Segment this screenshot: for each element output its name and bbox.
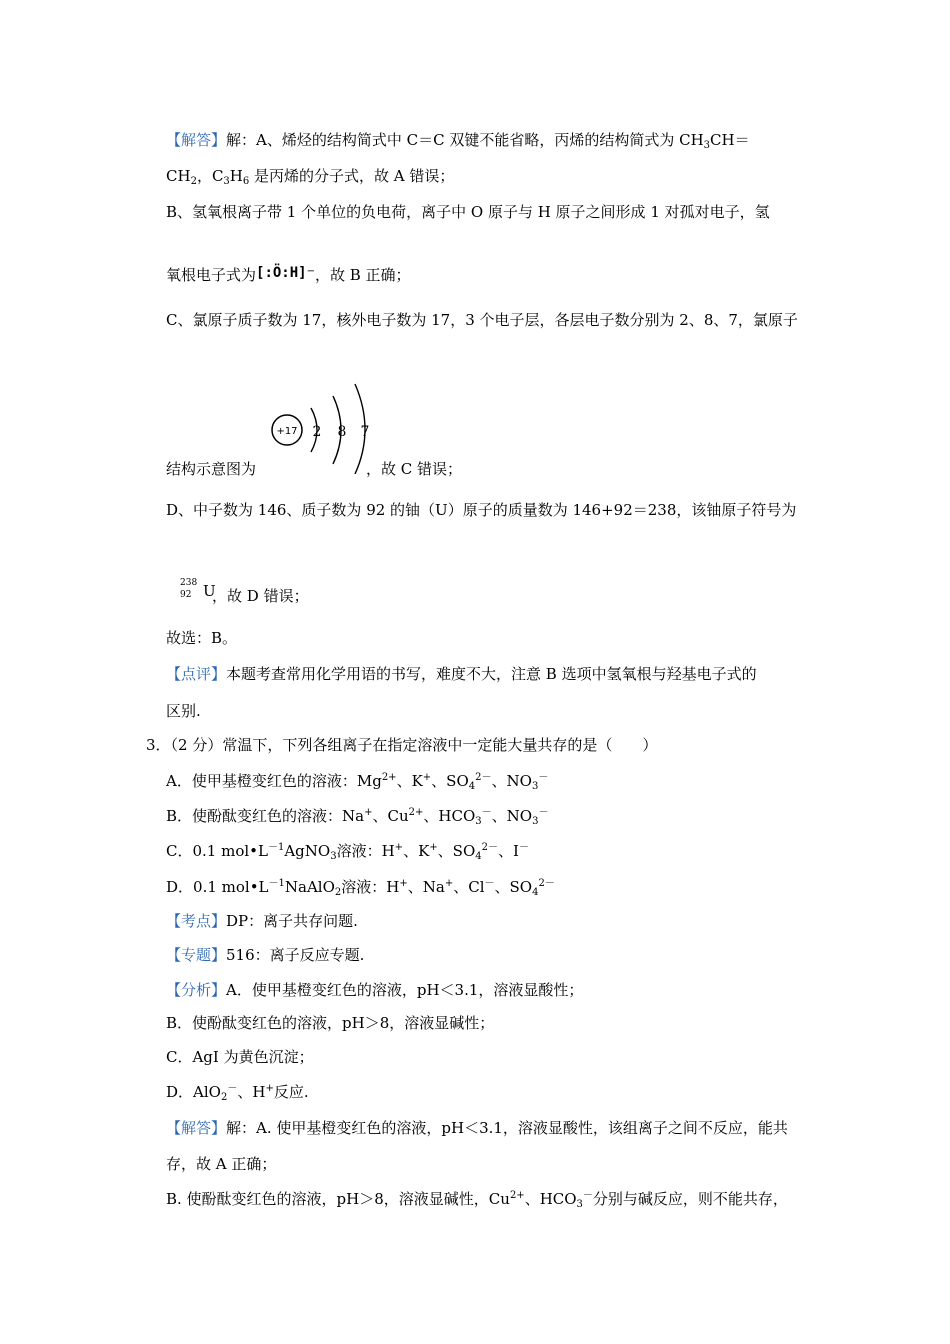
comment-line-2: 区别. (166, 702, 201, 720)
kaodian-line: 【考点】DP：离子共存问题. (166, 912, 358, 930)
option-b: B．使酚酞变红色的溶液：Na+、$Cu^{2+}$、$HCO_3^-$、$NO_3^-$ (166, 807, 549, 827)
answer-c-line-1: C、氯原子质子数为 17，核外电子数为 17，3 个电子层，各层电子数分别为 2、8、7，氯原子 (166, 311, 798, 329)
shell-2-count: 8 (337, 424, 347, 440)
analysis-b: B．使酚酞变红色的溶液，pH＞8，溶液显碱性； (166, 1014, 495, 1032)
zhuanti-line: 【专题】516：离子反应专题. (166, 946, 365, 964)
answer-line-2: $CH_2$，$C_3H_6$ 是丙烯的分子式，故 A 错误； (166, 167, 455, 187)
answer-c-line-2: 结构示意图为 ，故 C 错误； (166, 460, 463, 478)
question-3-stem: 3．（2 分）常温下，下列各组离子在指定溶液中一定能大量共存的是（ ） (146, 736, 658, 754)
solution-line-3: B. 使酚酞变红色的溶液，pH＞8，溶液显碱性，$Cu^{2+}$、$HCO_3^-$分别与碱反应，则不能共存， (166, 1190, 788, 1210)
option-c: C．0.1 $mol•L^{-1}AgNO_3$溶液：H+、K+、$SO_4^{2-}$、I－ (166, 842, 529, 862)
option-a: A．使甲基橙变红色的溶液：$Mg^{2+}$、K+、$SO_4^{2-}$、$NO_3^-$ (166, 772, 549, 792)
comment-tag: 【点评】 (166, 665, 227, 683)
answer-d-line-1: D、中子数为 146、质子数为 92 的铀（U）原子的质量数为 146+92＝238，该铀原子符号为 (166, 501, 797, 519)
answer-tag: 【解答】 (166, 131, 227, 149)
analysis-d: D．AlO$_2$－、H+反应. (166, 1083, 309, 1103)
analysis-c: C．AgI 为黄色沉淀； (166, 1048, 314, 1066)
answer-line-1: 【解答】解：A、烯烃的结构简式中 C＝C 双键不能省略，丙烯的结构简式为 $CH_3CH=$ (166, 131, 750, 151)
answer-b-line-1: B、氢氧根离子带 1 个单位的负电荷，离子中 O 原子与 H 原子之间形成 1 对孤对电子，氢 (166, 203, 770, 221)
nucleus-label: +17 (276, 426, 298, 437)
hydroxide-electron-formula: [:Ö:H] (256, 265, 307, 281)
shell-3-count: 7 (360, 424, 370, 440)
solution-line-1: 【解答】解：A. 使甲基橙变红色的溶液，pH＜3.1，溶液显酸性，该组离子之间不反应，能共 (166, 1119, 788, 1137)
solution-line-2: 存，故 A 正确； (166, 1155, 277, 1173)
comment-line-1: 【点评】本题考查常用化学用语的书写，难度不大，注意 B 选项中氢氧根与羟基电子式的 (166, 665, 757, 683)
shell-1-count: 2 (312, 424, 322, 440)
answer-d-line-2: 238 92 U ，故 D 错误； (166, 581, 309, 606)
option-d: D．0.1 $mol•L^{-1}NaAlO_2$溶液：H+、Na+、Cl－、$SO_4^{2-}$ (166, 878, 555, 898)
analysis-line-1: 【分析】A．使甲基橙变红色的溶液，pH＜3.1，溶液显酸性； (166, 981, 584, 999)
answer-b-line-2: 氧根电子式为[:Ö:H]−，故 B 正确； (166, 265, 411, 284)
uranium-symbol: 238 92 U (180, 578, 216, 600)
answer-selection: 故选：B。 (166, 629, 238, 647)
